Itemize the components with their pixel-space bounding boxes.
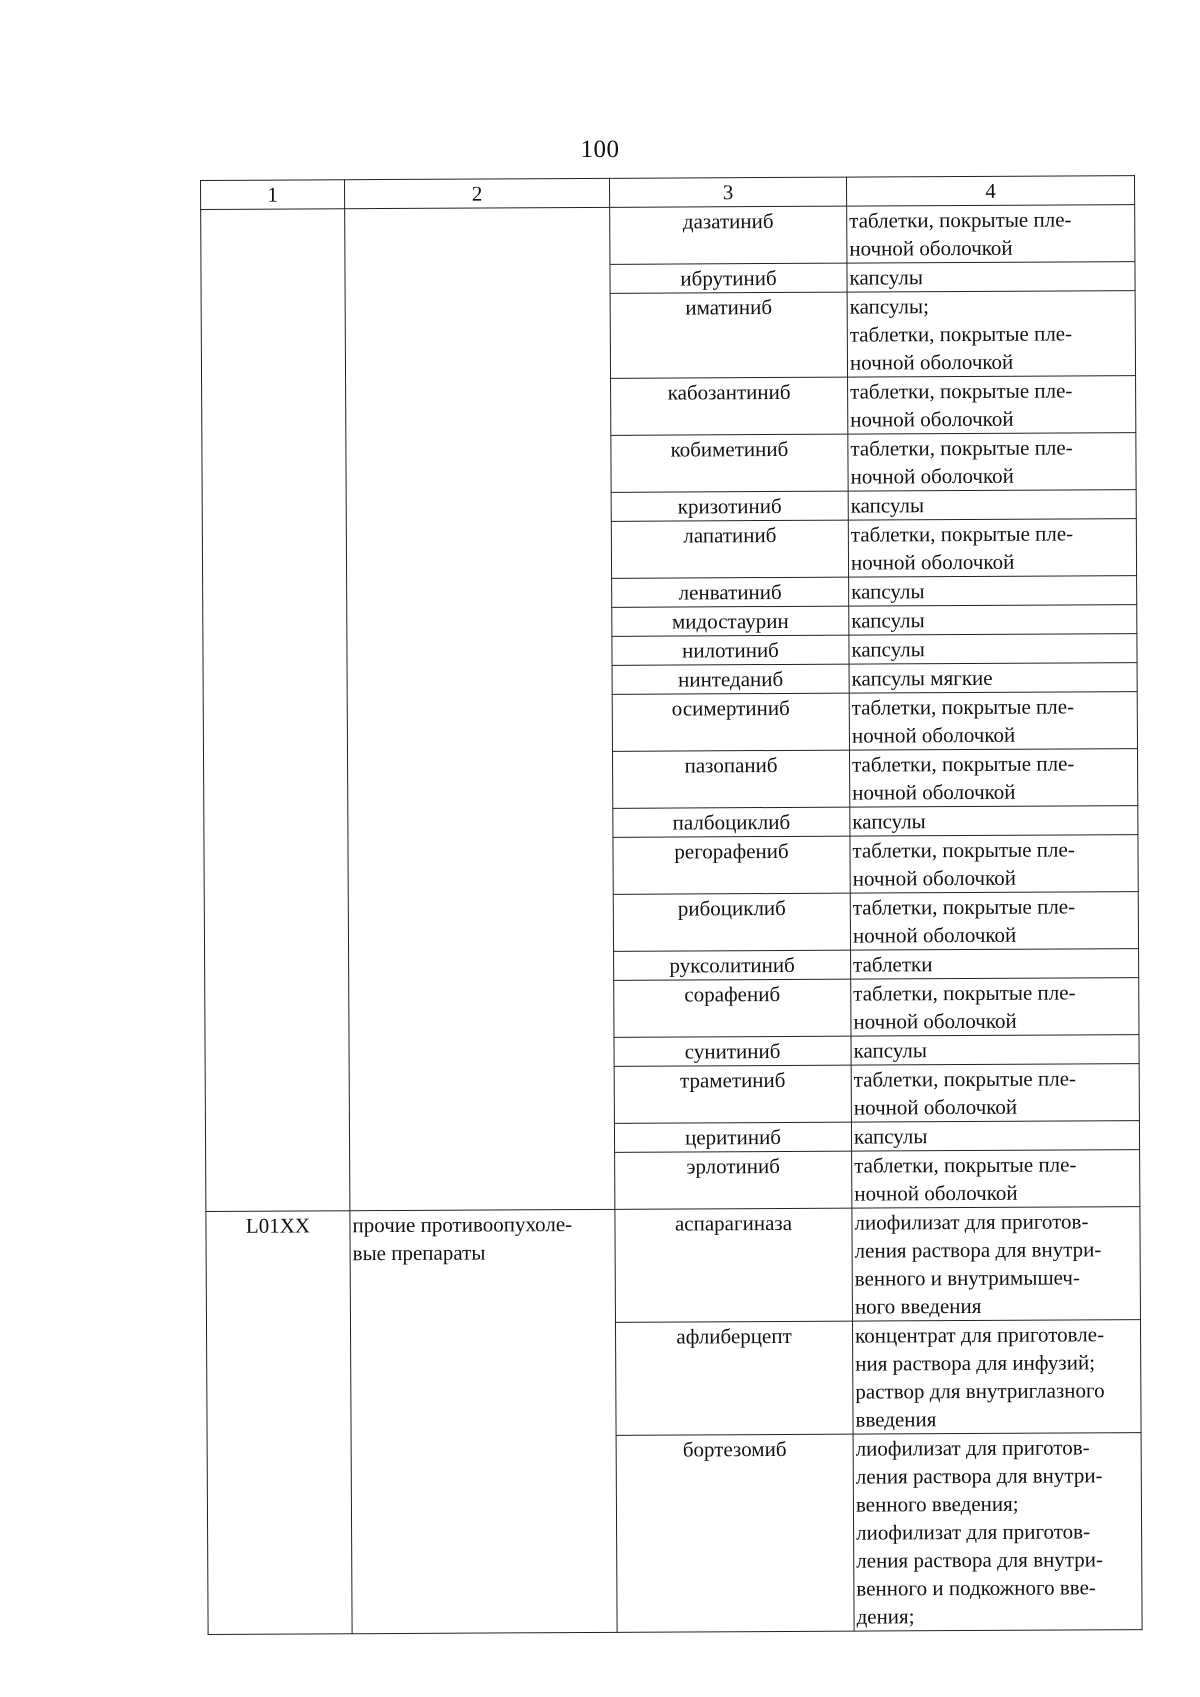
drug-table [200, 175, 1143, 1635]
drug-name-cell: руксолитиниб [614, 950, 851, 980]
drug-name-cell: кризотиниб [611, 491, 848, 521]
dosage-form-cell: таблетки, покрытые пле- ночной оболочкой [848, 376, 1136, 435]
column-header-1: 1 [201, 180, 345, 210]
column-header-3: 3 [609, 177, 846, 207]
dosage-form-cell: капсулы [849, 576, 1137, 607]
group-name-cell: прочие противоопухоле- вые препараты [350, 1209, 617, 1633]
drug-name-cell: нинтеданиб [612, 664, 849, 694]
dosage-form-cell: концентрат для приготовле- ния раствора для инфузий; раствор для внутриглазного введения [852, 1320, 1141, 1435]
drug-name-cell: иматиниб [610, 292, 847, 378]
dosage-form-cell: капсулы [849, 634, 1137, 665]
dosage-form-cell: таблетки, покрытые пле- ночной оболочкой [851, 978, 1139, 1037]
dosage-form-cell: таблетки, покрытые пле- ночной оболочкой [847, 205, 1135, 264]
table-body [201, 205, 1142, 1635]
dosage-form-cell: капсулы [851, 1035, 1139, 1066]
drug-name-cell: эрлотиниб [615, 1151, 852, 1209]
dosage-form-cell: капсулы; таблетки, покрытые пле- ночной оболочкой [847, 291, 1135, 378]
dosage-form-cell: таблетки, покрытые пле- ночной оболочкой [852, 1150, 1140, 1209]
dosage-form-cell: таблетки, покрытые пле- ночной оболочкой [850, 892, 1138, 951]
dosage-form-cell: капсулы [848, 490, 1136, 521]
drug-name-cell: ибрутиниб [610, 263, 847, 293]
drug-name-cell: афлиберцепт [615, 1321, 853, 1435]
dosage-form-cell: таблетки, покрытые пле- ночной оболочкой [848, 519, 1136, 578]
column-header-2: 2 [345, 178, 610, 208]
drug-name-cell: аспарагиназа [615, 1208, 853, 1322]
drug-name-cell: кабозантиниб [611, 377, 848, 435]
document-sheet [200, 175, 1143, 1635]
header-row [201, 176, 1135, 210]
atc-code-cell: L01XX [206, 1211, 352, 1635]
atc-code-cell [201, 209, 350, 1212]
dosage-form-cell: капсулы [850, 806, 1138, 837]
dosage-form-cell: капсулы мягкие [849, 663, 1137, 694]
drug-name-cell: дазатиниб [610, 206, 847, 264]
group-name-cell [345, 207, 615, 1210]
table-row [201, 205, 1135, 267]
drug-name-cell: сунитиниб [614, 1036, 851, 1066]
dosage-form-cell: капсулы [847, 262, 1135, 293]
drug-name-cell: палбоциклиб [613, 807, 850, 837]
drug-name-cell: пазопаниб [612, 750, 849, 808]
dosage-form-cell: таблетки, покрытые пле- ночной оболочкой [848, 433, 1136, 492]
drug-name-cell: регорафениб [613, 836, 850, 894]
drug-name-cell: бортезомиб [616, 1434, 854, 1632]
dosage-form-cell: таблетки, покрытые пле- ночной оболочкой [849, 749, 1137, 808]
dosage-form-cell: капсулы [849, 605, 1137, 636]
dosage-form-cell: таблетки, покрытые пле- ночной оболочкой [850, 835, 1138, 894]
dosage-form-cell: лиофилизат для приготов- ления раствора для внутри- венного и внутримышеч- ного введения [852, 1207, 1141, 1322]
dosage-form-cell: таблетки, покрытые пле- ночной оболочкой [851, 1064, 1139, 1123]
drug-name-cell: кобиметиниб [611, 434, 848, 492]
drug-name-cell: ленватиниб [612, 577, 849, 607]
dosage-form-cell: лиофилизат для приготов- ления раствора для внутри- венного введения; лиофилизат для приготов- ления раствора для внутри- венного и подкожного вве- дения; [853, 1433, 1142, 1632]
drug-name-cell: траметиниб [614, 1065, 851, 1123]
drug-name-cell: нилотиниб [612, 635, 849, 665]
column-header-4: 4 [846, 176, 1134, 207]
drug-name-cell: мидостаурин [612, 606, 849, 636]
drug-name-cell: осимертиниб [612, 693, 849, 751]
dosage-form-cell: капсулы [851, 1121, 1139, 1152]
drug-name-cell: лапатиниб [611, 520, 848, 578]
dosage-form-cell: таблетки [851, 949, 1139, 980]
table-row [206, 1207, 1141, 1325]
drug-name-cell: церитиниб [614, 1122, 851, 1152]
dosage-form-cell: таблетки, покрытые пле- ночной оболочкой [849, 692, 1137, 751]
drug-name-cell: рибоциклиб [613, 893, 850, 951]
page-number: 100 [580, 136, 620, 163]
drug-name-cell: сорафениб [614, 979, 851, 1037]
